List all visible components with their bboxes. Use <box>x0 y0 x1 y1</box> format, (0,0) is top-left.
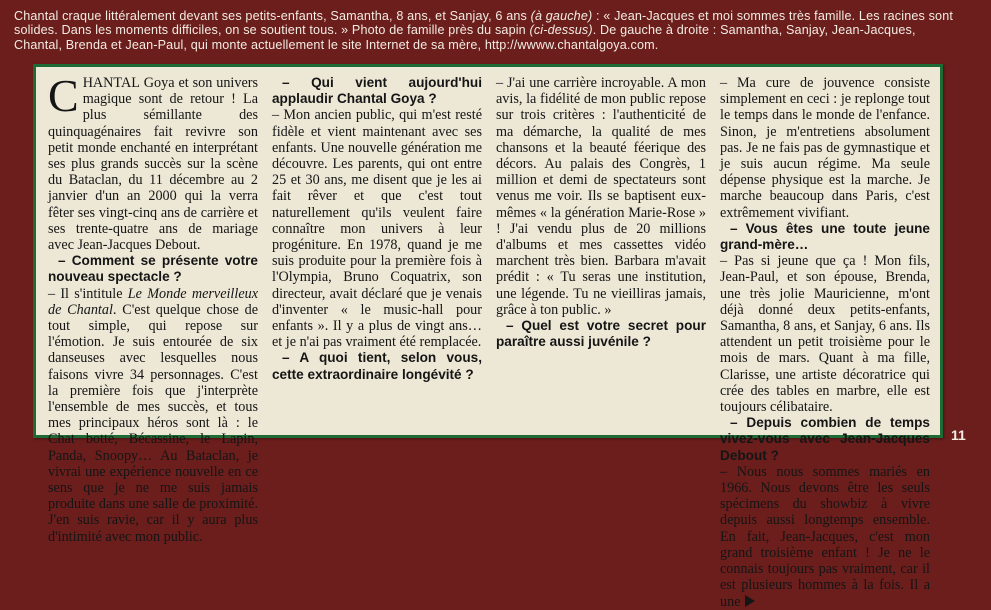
answer-1 <box>48 286 258 545</box>
intro-text: Goya et son univers magique sont de retour ! La plus sémillante des quinquagénaires fait revivre son petit monde enchanté en interprétant ses plus grands succès sur la scène du Bataclan, du 11 décembre au 2 janvier d'un an 2000 qui la verra fêter ses vingt-cinq ans de carrière et ses trente-quatre ans de mariage avec Jean-Jacques Debout. <box>48 75 258 254</box>
question-6: – Depuis combien de temps vivez-vous avec Jean-Jacques Debout ? <box>720 415 930 463</box>
caption-italic-2: (ci-dessus) <box>529 23 593 38</box>
caption-text-1: Chantal craque littéralement devant ses petits-enfants, Samantha, 8 ans, et Sanjay, 6 ans <box>14 9 531 23</box>
show-title: Le Monde merveilleux de Chantal <box>48 285 259 318</box>
question-1: – Comment se présente votre nouveau spectacle ? <box>48 253 258 285</box>
column-4 <box>720 75 930 610</box>
page-number: 11 <box>951 427 966 443</box>
intro-smallcaps: HANTAL <box>82 75 140 91</box>
answer-5: – Pas si jeune que ça ! Mon fils, Jean-Paul, et son épouse, Brenda, une très jolie Mauricienne, m'ont déjà donné deux petits-enfants, Samantha, 8 ans, et Sanjay, 6 ans. Ils attendent un petit troisième pour le mois de mars. Quant à ma fille, Clarisse, une artiste décoratrice qui crée des tables en marbre, elle est toujours célibataire. <box>720 253 930 416</box>
caption-italic-1: (à gauche) <box>530 9 593 23</box>
question-5: – Vous êtes une toute jeune grand-mère… <box>720 220 930 253</box>
intro-paragraph <box>48 70 258 254</box>
column-1 <box>48 70 259 545</box>
column-2 <box>272 75 482 431</box>
answer-1-rest: . C'est quelque chose de tout simple, qui repose sur l'émotion. Je suis entourée de six danseuses avec lesquelles nous faisons vivre 34 personnages. C'est la première fois que j'interprète l'ensemble de mes succès, et tous mes principaux héros sont là : le Chat botté, Bécassine, le Lapin, Panda, Snoopy… Au Bataclan, je vivrai une expérience nouvelle en ce sens que je ne me suis jamais produite dans une salle de proximité. J'en suis ravie, car il y aura plus d'intimité avec mon public. <box>48 301 258 545</box>
photo-caption <box>14 9 954 52</box>
question-3: – A quoi tient, selon vous, cette extraordinaire longévité ? <box>272 350 482 382</box>
column-3 <box>496 75 706 431</box>
caption-text-3: . De gauche à droite : Samantha, Sanjay, Jean-Jacques, Chantal, Brenda et Jean-Paul, qui monte actuellement le site Internet de sa mère, http://wwww.chantalgoya.com. <box>14 23 916 52</box>
article-frame <box>33 64 943 610</box>
answer-4: – Ma cure de jouvence consiste simplement en ceci : je replonge tout le temps dans le monde de l'enfance. Sinon, je m'entretiens absolument pas. Je ne fais pas de gymnastique et je suis aucun régime. Ma seule dépense physique est la marche. Je marche beaucoup dans Paris, c'est extrêmement vivifiant. <box>720 75 930 221</box>
article-columns <box>48 70 930 610</box>
answer-1-start: – Il s'intitule <box>48 285 128 302</box>
answer-2: – Mon ancien public, qui m'est resté fidèle et vient maintenant avec ses enfants. Une nouvelle génération me découvre. Les parents, qui ont entre 25 et 30 ans, me disent que je les ai fait rêver et que c'est tout naturellement qu'ils veulent faire connaître mon univers à leur progéniture. En 1978, quand je me suis produite pour la première fois à l'Olympia, Bruno Coquatrix, son directeur, avait déclaré que je venais d'inventer « le music-hall pour enfants ». Il y a plus de vingt ans… et je n'ai pas vraiment été remplacée. <box>272 107 482 351</box>
caption-text-2: : « Jean-Jacques et moi sommes très famille. Les racines sont solides. Dans les moments difficiles, on se soutient tous. » Photo de famille près du sapin <box>14 9 954 38</box>
continue-arrow-icon <box>745 595 755 607</box>
drop-cap: C <box>48 70 79 121</box>
question-4: – Quel est votre secret pour paraître aussi juvénile ? <box>496 318 706 350</box>
question-2: – Qui vient aujourd'hui applaudir Chantal Goya ? <box>272 75 482 107</box>
answer-3: – J'ai une carrière incroyable. A mon avis, la fidélité de mon public repose sur trois critères : l'authenticité de ma démarche, la qualité de mes chansons et la beauté féerique des décors. Au palais des Congrès, 1 million et demi de spectateurs sont venus me voir. Ils se baptisent eux-mêmes « la génération Marie-Rose » ! J'ai vendu plus de 20 millions d'albums et mes cassettes vidéo marchent très bien. Barbara m'avait prédit : « Tu seras une institution, une légende. Tu ne vieilliras jamais, grâce à ton public. » <box>496 75 706 318</box>
answer-6: – Nous nous sommes mariés en 1966. Nous devons être les seuls spécimens du showbiz à vivre depuis aussi longtemps ensemble. En fait, Jean-Jacques, c'est mon grand troisième enfant ! Je ne le connais toujours pas vraiment, car il est plusieurs hommes à la fois. Il a une <box>720 463 930 610</box>
